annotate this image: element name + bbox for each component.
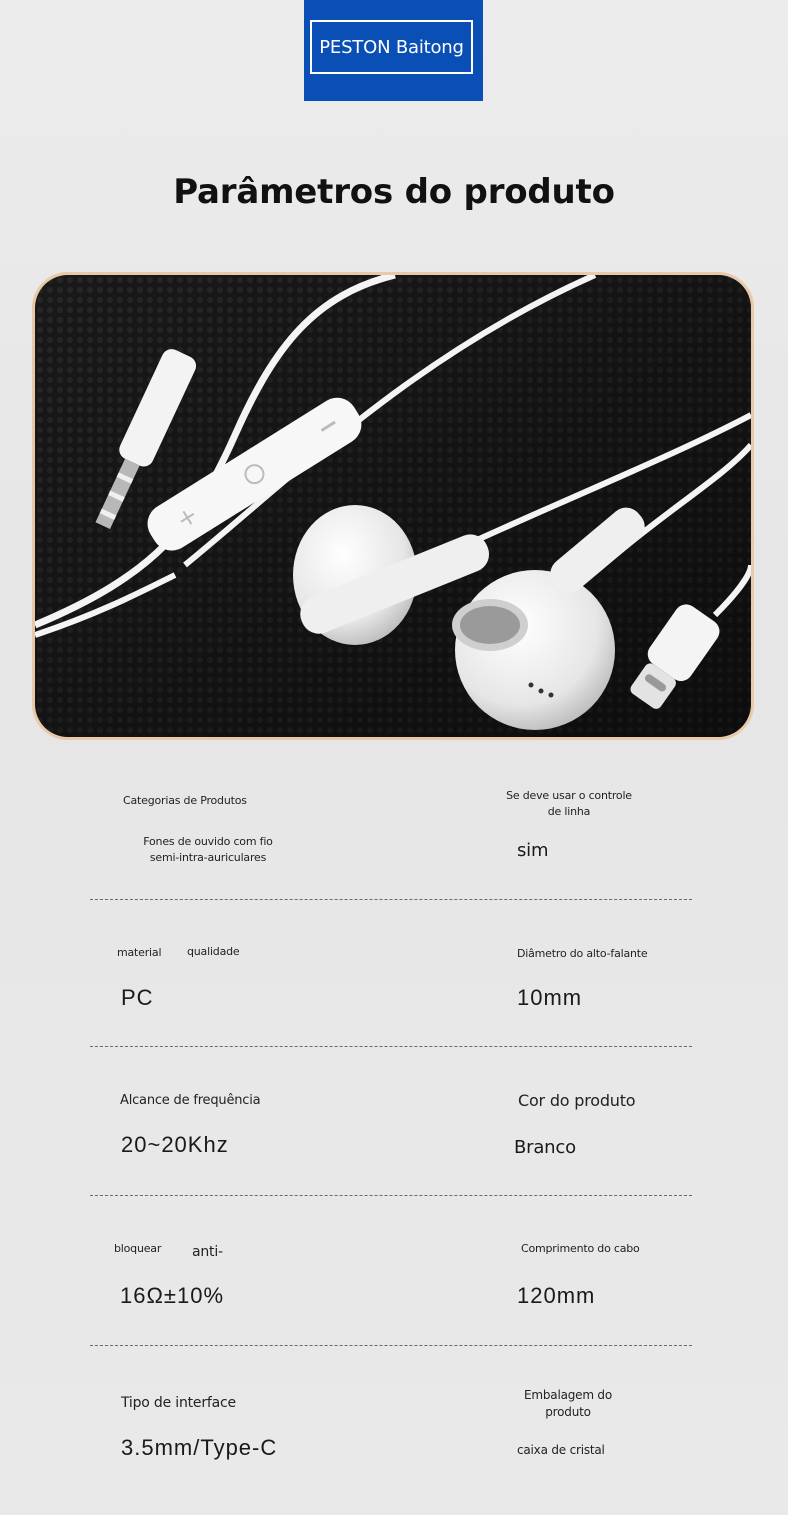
spec-color-label: Cor do produto [518,1091,636,1110]
product-photo [32,272,754,740]
divider [90,1046,692,1047]
brand-name: PESTON Baitong [310,20,473,74]
spec-packaging-label-line1: Embalagem do [524,1388,612,1402]
spec-material-value: PC [121,985,154,1010]
spec-interface-label: Tipo de interface [121,1395,236,1411]
spec-interface-value: 3.5mm/Type-C [121,1435,278,1460]
spec-impedance-label-b: anti- [192,1244,223,1260]
spec-cable-length-value: 120mm [517,1283,596,1308]
spec-category-label: Categorias de Produtos [123,794,247,807]
page-title: Parâmetros do produto [173,172,615,212]
spec-speaker-diameter-value: 10mm [517,985,583,1010]
spec-line-control-value: sim [517,840,549,861]
spec-color-value: Branco [514,1137,576,1158]
spec-frequency-label: Alcance de frequência [120,1093,261,1108]
spec-cable-length-label: Comprimento do cabo [521,1242,640,1255]
spec-line-control-label-line1: Se deve usar o controle [506,789,632,802]
spec-impedance-value: 16Ω±10% [120,1283,225,1308]
spec-line-control-label [500,788,638,820]
spec-category-value-line2: semi-intra-auriculares [149,851,267,864]
spec-frequency-value: 20~20Khz [121,1132,229,1157]
spec-line-control-label-line2: de linha [547,805,591,818]
spec-material-label-b: qualidade [187,945,240,958]
divider [90,1345,692,1346]
spec-impedance-label-a: bloquear [114,1242,162,1255]
spec-speaker-diameter-label: Diâmetro do alto-falante [517,947,648,960]
brand-badge [304,0,483,101]
svg-text:+: + [171,500,204,535]
spec-packaging-value: caixa de cristal [517,1443,605,1457]
earphones-image [35,275,751,737]
spec-category-value-line1: Fones de ouvido com fio [143,835,273,848]
spec-category-value [140,834,276,866]
spec-packaging-label-line2: produto [545,1405,591,1419]
spec-packaging-label [518,1387,618,1421]
divider [90,899,692,900]
spec-material-label-a: material [117,946,162,959]
divider [90,1195,692,1196]
